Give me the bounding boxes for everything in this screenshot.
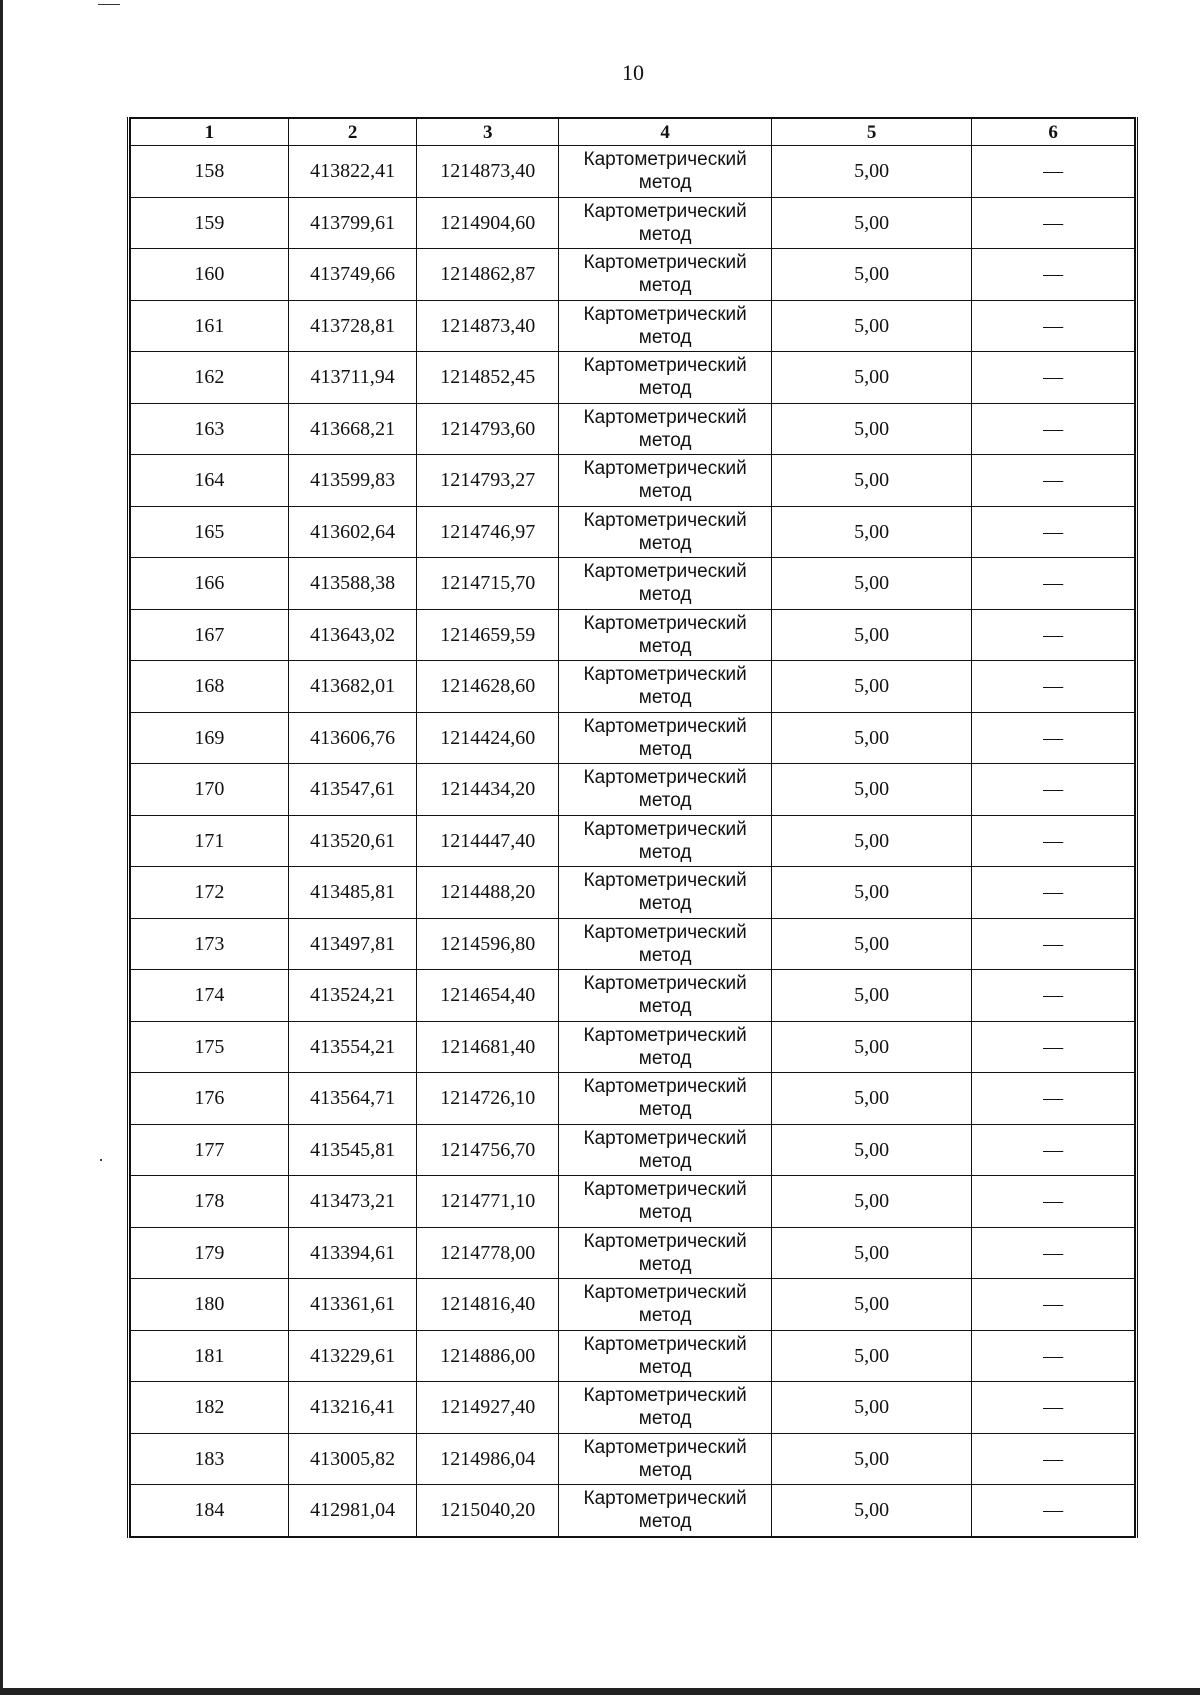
note-cell: — (972, 300, 1135, 352)
x-coordinate-cell: 413216,41 (288, 1382, 417, 1434)
method-cell (559, 918, 772, 970)
point-number-cell: 164 (131, 455, 289, 507)
note-cell: — (972, 1073, 1135, 1125)
method-cell (559, 300, 772, 352)
method-line-1: Картометрический (583, 767, 747, 789)
method-line-2: метод (638, 429, 692, 451)
method-line-1: Картометрический (583, 818, 747, 840)
method-line-1: Картометрический (583, 1385, 747, 1407)
method-cell (559, 970, 772, 1022)
method-line-1: Картометрический (583, 355, 747, 377)
table-row (131, 1279, 1135, 1331)
method-line-1: Картометрический (583, 715, 747, 737)
note-cell: — (972, 867, 1135, 919)
y-coordinate-cell: 1214793,60 (417, 403, 559, 455)
x-coordinate-cell: 413485,81 (288, 867, 417, 919)
method-line-1: Картометрический (583, 1127, 747, 1149)
y-coordinate-cell: 1214756,70 (417, 1124, 559, 1176)
method-cell (559, 661, 772, 713)
x-coordinate-cell: 413588,38 (288, 558, 417, 610)
method-line-2: метод (638, 172, 692, 194)
method-cell (559, 815, 772, 867)
note-cell: — (972, 815, 1135, 867)
method-line-2: метод (638, 378, 692, 400)
note-cell: — (972, 764, 1135, 816)
method-line-2: метод (638, 738, 692, 760)
method-line-2: метод (638, 584, 692, 606)
x-coordinate-cell: 413711,94 (288, 352, 417, 404)
y-coordinate-cell: 1214659,59 (417, 609, 559, 661)
x-coordinate-cell: 413554,21 (288, 1021, 417, 1073)
note-cell: — (972, 146, 1135, 198)
method-line-2: метод (638, 1356, 692, 1378)
method-line-2: метод (638, 275, 692, 297)
accuracy-cell: 5,00 (772, 506, 972, 558)
method-cell (559, 764, 772, 816)
note-cell: — (972, 712, 1135, 764)
table-row (131, 764, 1135, 816)
x-coordinate-cell: 413602,64 (288, 506, 417, 558)
point-number-cell: 179 (131, 1227, 289, 1279)
method-line-1: Картометрический (583, 149, 747, 171)
scan-bottom-edge (0, 1688, 1200, 1695)
table-row (131, 867, 1135, 919)
y-coordinate-cell: 1214654,40 (417, 970, 559, 1022)
method-cell (559, 1176, 772, 1228)
point-number-cell: 162 (131, 352, 289, 404)
method-line-2: метод (638, 1408, 692, 1430)
method-line-1: Картометрический (583, 921, 747, 943)
table-row (131, 815, 1135, 867)
column-header-3: 3 (417, 118, 559, 146)
note-cell: — (972, 558, 1135, 610)
point-number-cell: 173 (131, 918, 289, 970)
table-row (131, 712, 1135, 764)
x-coordinate-cell: 413545,81 (288, 1124, 417, 1176)
y-coordinate-cell: 1214886,00 (417, 1330, 559, 1382)
column-header-1: 1 (131, 118, 289, 146)
method-cell (559, 1124, 772, 1176)
table-row (131, 506, 1135, 558)
method-line-1: Картометрический (583, 1179, 747, 1201)
method-line-1: Картометрический (583, 200, 747, 222)
column-header-5: 5 (772, 118, 972, 146)
column-header-6: 6 (972, 118, 1135, 146)
point-number-cell: 166 (131, 558, 289, 610)
accuracy-cell: 5,00 (772, 1433, 972, 1485)
accuracy-cell: 5,00 (772, 558, 972, 610)
note-cell: — (972, 249, 1135, 301)
y-coordinate-cell: 1214681,40 (417, 1021, 559, 1073)
method-cell (559, 558, 772, 610)
method-line-2: метод (638, 223, 692, 245)
note-cell: — (972, 1433, 1135, 1485)
accuracy-cell: 5,00 (772, 249, 972, 301)
accuracy-cell: 5,00 (772, 867, 972, 919)
point-number-cell: 176 (131, 1073, 289, 1125)
method-line-1: Картометрический (583, 1436, 747, 1458)
note-cell: — (972, 506, 1135, 558)
note-cell: — (972, 352, 1135, 404)
method-line-2: метод (638, 532, 692, 554)
point-number-cell: 160 (131, 249, 289, 301)
table-row (131, 455, 1135, 507)
y-coordinate-cell: 1214628,60 (417, 661, 559, 713)
point-number-cell: 184 (131, 1485, 289, 1537)
table-row (131, 403, 1135, 455)
accuracy-cell: 5,00 (772, 970, 972, 1022)
table-body (131, 146, 1135, 1537)
method-line-2: метод (638, 841, 692, 863)
point-number-cell: 168 (131, 661, 289, 713)
method-cell (559, 455, 772, 507)
x-coordinate-cell: 413361,61 (288, 1279, 417, 1331)
method-line-2: метод (638, 996, 692, 1018)
method-line-2: метод (638, 1253, 692, 1275)
coordinates-table-frame (127, 117, 1138, 1538)
method-line-1: Картометрический (583, 1024, 747, 1046)
method-cell (559, 609, 772, 661)
y-coordinate-cell: 1214852,45 (417, 352, 559, 404)
accuracy-cell: 5,00 (772, 764, 972, 816)
method-cell (559, 197, 772, 249)
point-number-cell: 165 (131, 506, 289, 558)
y-coordinate-cell: 1214596,80 (417, 918, 559, 970)
method-line-1: Картометрический (583, 1230, 747, 1252)
method-cell (559, 1021, 772, 1073)
y-coordinate-cell: 1214927,40 (417, 1382, 559, 1434)
method-line-1: Картометрический (583, 252, 747, 274)
y-coordinate-cell: 1214904,60 (417, 197, 559, 249)
table-row (131, 918, 1135, 970)
point-number-cell: 169 (131, 712, 289, 764)
method-cell (559, 1433, 772, 1485)
table-row (131, 352, 1135, 404)
point-number-cell: 159 (131, 197, 289, 249)
method-line-1: Картометрический (583, 1282, 747, 1304)
method-line-1: Картометрический (583, 1488, 747, 1510)
y-coordinate-cell: 1214986,04 (417, 1433, 559, 1485)
method-line-1: Картометрический (583, 973, 747, 995)
accuracy-cell: 5,00 (772, 403, 972, 455)
accuracy-cell: 5,00 (772, 1021, 972, 1073)
method-line-1: Картометрический (583, 561, 747, 583)
point-number-cell: 177 (131, 1124, 289, 1176)
method-cell (559, 712, 772, 764)
accuracy-cell: 5,00 (772, 1176, 972, 1228)
accuracy-cell: 5,00 (772, 455, 972, 507)
method-line-2: метод (638, 1511, 692, 1533)
page-number: 10 (622, 60, 644, 85)
note-cell: — (972, 661, 1135, 713)
x-coordinate-cell: 413229,61 (288, 1330, 417, 1382)
table-row (131, 1330, 1135, 1382)
x-coordinate-cell: 413005,82 (288, 1433, 417, 1485)
accuracy-cell: 5,00 (772, 1124, 972, 1176)
x-coordinate-cell: 413564,71 (288, 1073, 417, 1125)
accuracy-cell: 5,00 (772, 1073, 972, 1125)
accuracy-cell: 5,00 (772, 1382, 972, 1434)
method-line-1: Картометрический (583, 612, 747, 634)
note-cell: — (972, 1279, 1135, 1331)
note-cell: — (972, 1227, 1135, 1279)
method-cell (559, 249, 772, 301)
point-number-cell: 178 (131, 1176, 289, 1228)
table-row (131, 1073, 1135, 1125)
method-line-1: Картометрический (583, 870, 747, 892)
method-line-2: метод (638, 1150, 692, 1172)
method-line-2: метод (638, 1202, 692, 1224)
table-row (131, 249, 1135, 301)
accuracy-cell: 5,00 (772, 815, 972, 867)
note-cell: — (972, 1485, 1135, 1537)
table-header-row (131, 118, 1135, 146)
accuracy-cell: 5,00 (772, 918, 972, 970)
method-line-2: метод (638, 481, 692, 503)
note-cell: — (972, 609, 1135, 661)
method-line-2: метод (638, 1047, 692, 1069)
method-line-1: Картометрический (583, 458, 747, 480)
point-number-cell: 158 (131, 146, 289, 198)
accuracy-cell: 5,00 (772, 352, 972, 404)
x-coordinate-cell: 413799,61 (288, 197, 417, 249)
table-row (131, 1433, 1135, 1485)
point-number-cell: 161 (131, 300, 289, 352)
x-coordinate-cell: 413599,83 (288, 455, 417, 507)
y-coordinate-cell: 1214715,70 (417, 558, 559, 610)
column-header-4: 4 (559, 118, 772, 146)
note-cell: — (972, 970, 1135, 1022)
table-row (131, 1176, 1135, 1228)
point-number-cell: 183 (131, 1433, 289, 1485)
coordinates-table (130, 117, 1135, 1538)
x-coordinate-cell: 413497,81 (288, 918, 417, 970)
note-cell: — (972, 918, 1135, 970)
y-coordinate-cell: 1214771,10 (417, 1176, 559, 1228)
x-coordinate-cell: 413822,41 (288, 146, 417, 198)
y-coordinate-cell: 1214862,87 (417, 249, 559, 301)
method-line-1: Картометрический (583, 1333, 747, 1355)
table-row (131, 1382, 1135, 1434)
x-coordinate-cell: 413728,81 (288, 300, 417, 352)
note-cell: — (972, 403, 1135, 455)
table-row (131, 1124, 1135, 1176)
method-cell (559, 403, 772, 455)
point-number-cell: 182 (131, 1382, 289, 1434)
method-line-2: метод (638, 687, 692, 709)
note-cell: — (972, 455, 1135, 507)
y-coordinate-cell: 1214778,00 (417, 1227, 559, 1279)
method-line-1: Картометрический (583, 664, 747, 686)
y-coordinate-cell: 1214488,20 (417, 867, 559, 919)
method-cell (559, 1279, 772, 1331)
x-coordinate-cell: 413473,21 (288, 1176, 417, 1228)
table-row (131, 146, 1135, 198)
method-line-2: метод (638, 1459, 692, 1481)
accuracy-cell: 5,00 (772, 1279, 972, 1331)
x-coordinate-cell: 413606,76 (288, 712, 417, 764)
table-row (131, 300, 1135, 352)
point-number-cell: 171 (131, 815, 289, 867)
table-row (131, 558, 1135, 610)
x-coordinate-cell: 413682,01 (288, 661, 417, 713)
y-coordinate-cell: 1214746,97 (417, 506, 559, 558)
method-line-1: Картометрический (583, 406, 747, 428)
table-row (131, 1485, 1135, 1537)
y-coordinate-cell: 1214816,40 (417, 1279, 559, 1331)
point-number-cell: 170 (131, 764, 289, 816)
method-cell (559, 146, 772, 198)
method-line-2: метод (638, 326, 692, 348)
point-number-cell: 175 (131, 1021, 289, 1073)
note-cell: — (972, 1124, 1135, 1176)
y-coordinate-cell: 1214793,27 (417, 455, 559, 507)
note-cell: — (972, 1021, 1135, 1073)
method-line-2: метод (638, 944, 692, 966)
method-line-2: метод (638, 893, 692, 915)
method-line-1: Картометрический (583, 303, 747, 325)
x-coordinate-cell: 413749,66 (288, 249, 417, 301)
point-number-cell: 181 (131, 1330, 289, 1382)
y-coordinate-cell: 1215040,20 (417, 1485, 559, 1537)
note-cell: — (972, 1176, 1135, 1228)
scan-mark (98, 4, 120, 5)
method-line-2: метод (638, 1305, 692, 1327)
column-header-2: 2 (288, 118, 417, 146)
table-row (131, 197, 1135, 249)
accuracy-cell: 5,00 (772, 609, 972, 661)
point-number-cell: 180 (131, 1279, 289, 1331)
accuracy-cell: 5,00 (772, 1330, 972, 1382)
y-coordinate-cell: 1214447,40 (417, 815, 559, 867)
method-cell (559, 867, 772, 919)
point-number-cell: 172 (131, 867, 289, 919)
method-line-1: Картометрический (583, 1076, 747, 1098)
method-line-1: Картометрический (583, 509, 747, 531)
y-coordinate-cell: 1214726,10 (417, 1073, 559, 1125)
scan-dot (100, 1159, 102, 1161)
accuracy-cell: 5,00 (772, 1485, 972, 1537)
method-cell (559, 352, 772, 404)
table-row (131, 661, 1135, 713)
note-cell: — (972, 1382, 1135, 1434)
y-coordinate-cell: 1214873,40 (417, 146, 559, 198)
method-cell (559, 506, 772, 558)
y-coordinate-cell: 1214424,60 (417, 712, 559, 764)
accuracy-cell: 5,00 (772, 661, 972, 713)
table-row (131, 970, 1135, 1022)
x-coordinate-cell: 413524,21 (288, 970, 417, 1022)
method-cell (559, 1227, 772, 1279)
accuracy-cell: 5,00 (772, 1227, 972, 1279)
x-coordinate-cell: 413520,61 (288, 815, 417, 867)
accuracy-cell: 5,00 (772, 146, 972, 198)
accuracy-cell: 5,00 (772, 300, 972, 352)
method-cell (559, 1382, 772, 1434)
table-row (131, 1227, 1135, 1279)
x-coordinate-cell: 413394,61 (288, 1227, 417, 1279)
x-coordinate-cell: 413547,61 (288, 764, 417, 816)
accuracy-cell: 5,00 (772, 197, 972, 249)
method-line-2: метод (638, 790, 692, 812)
scan-left-edge (0, 0, 3, 1695)
accuracy-cell: 5,00 (772, 712, 972, 764)
y-coordinate-cell: 1214873,40 (417, 300, 559, 352)
point-number-cell: 174 (131, 970, 289, 1022)
method-line-2: метод (638, 1099, 692, 1121)
point-number-cell: 163 (131, 403, 289, 455)
x-coordinate-cell: 413668,21 (288, 403, 417, 455)
method-cell (559, 1330, 772, 1382)
method-cell (559, 1073, 772, 1125)
method-cell (559, 1485, 772, 1537)
y-coordinate-cell: 1214434,20 (417, 764, 559, 816)
x-coordinate-cell: 413643,02 (288, 609, 417, 661)
note-cell: — (972, 1330, 1135, 1382)
point-number-cell: 167 (131, 609, 289, 661)
x-coordinate-cell: 412981,04 (288, 1485, 417, 1537)
table-row (131, 1021, 1135, 1073)
method-line-2: метод (638, 635, 692, 657)
table-row (131, 609, 1135, 661)
note-cell: — (972, 197, 1135, 249)
